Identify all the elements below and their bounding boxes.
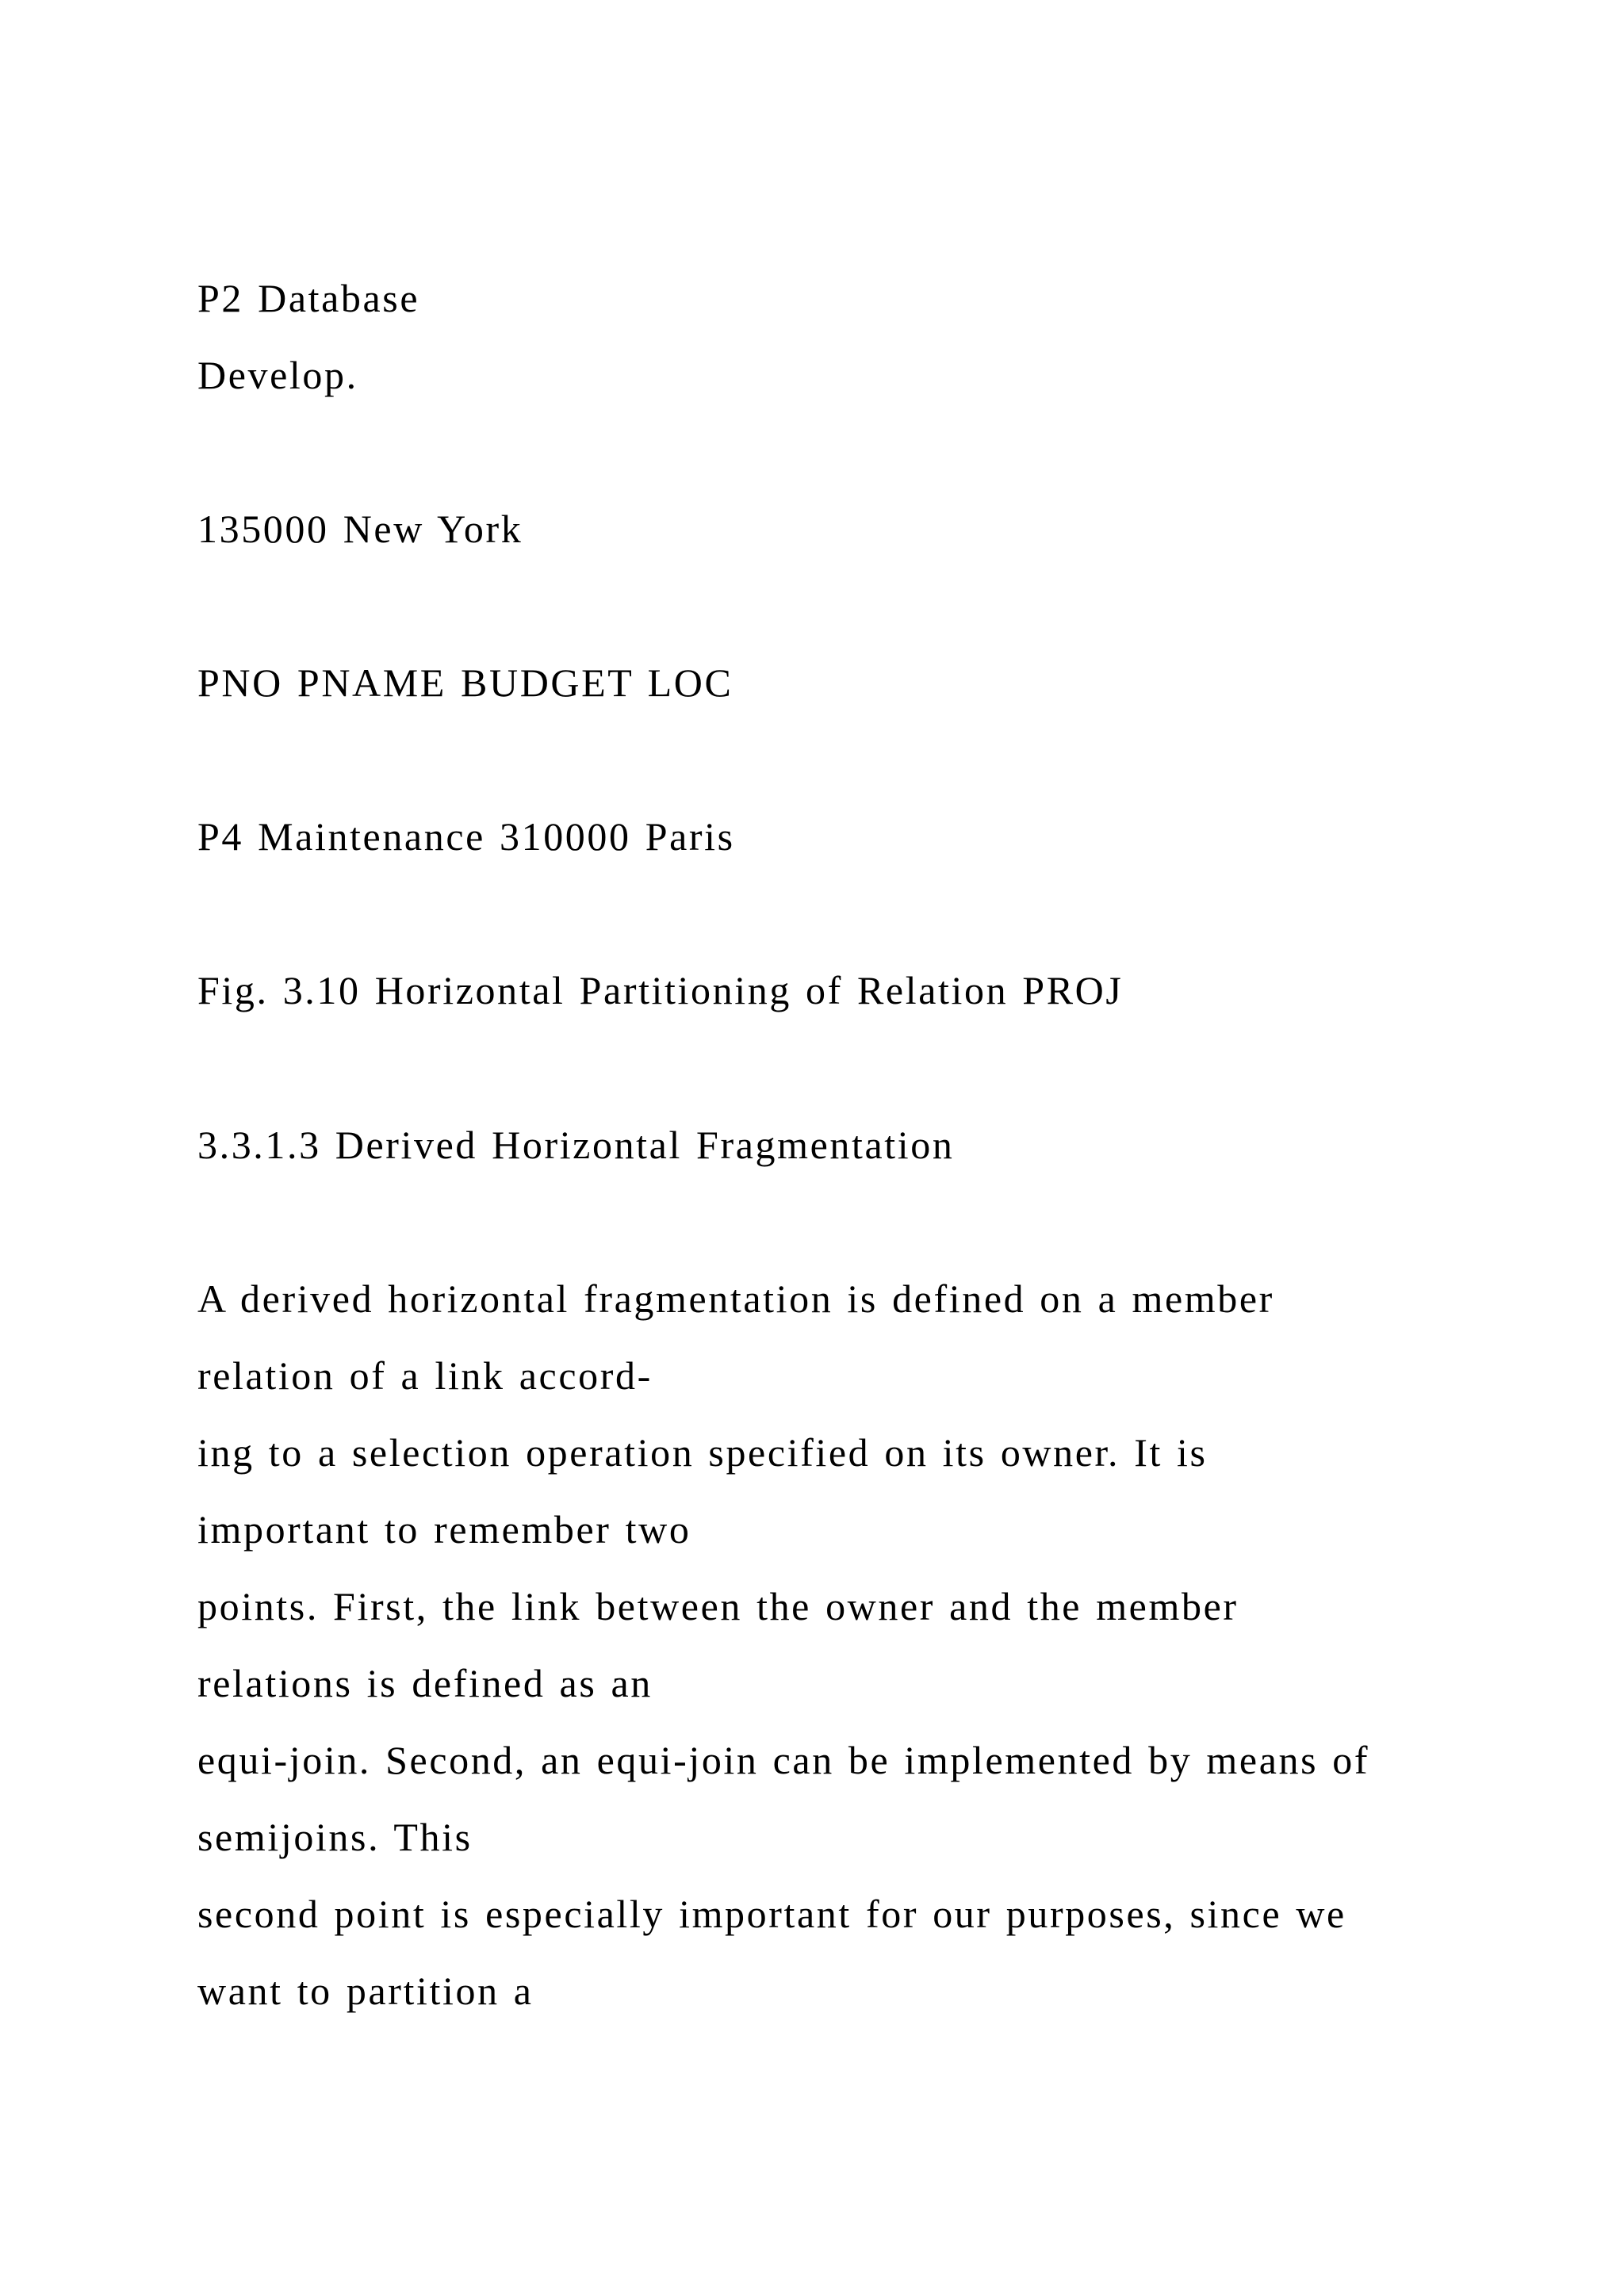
table-header: PNO PNAME BUDGET LOC bbox=[197, 660, 733, 705]
paragraph-line: want to partition a bbox=[197, 1969, 534, 2013]
paragraph-line: relations is defined as an bbox=[197, 1661, 653, 1705]
figure-caption: Fig. 3.10 Horizontal Partitioning of Relation PROJ bbox=[197, 968, 1124, 1012]
paragraph-line: important to remember two bbox=[197, 1507, 691, 1552]
table-row-p2-name-continued: Develop. bbox=[197, 353, 358, 397]
section-heading: 3.3.1.3 Derived Horizontal Fragmentation bbox=[197, 1123, 955, 1167]
table-row-p4: P4 Maintenance 310000 Paris bbox=[197, 814, 735, 859]
paragraph-line: second point is especially important for our purposes, since we bbox=[197, 1892, 1346, 1936]
table-row-p2-budget-loc: 135000 New York bbox=[197, 507, 523, 551]
paragraph-line: ing to a selection operation specified on its owner. It is bbox=[197, 1430, 1208, 1475]
paragraph-line: points. First, the link between the owner and the member bbox=[197, 1584, 1239, 1628]
paragraph-line: equi-join. Second, an equi-join can be implemented by means of bbox=[197, 1738, 1370, 1782]
paragraph-line: A derived horizontal fragmentation is defined on a member bbox=[197, 1276, 1274, 1321]
paragraph-line: semijoins. This bbox=[197, 1815, 473, 1859]
paragraph-line: relation of a link accord- bbox=[197, 1353, 653, 1398]
table-row-p2-name: P2 Database bbox=[197, 276, 420, 320]
